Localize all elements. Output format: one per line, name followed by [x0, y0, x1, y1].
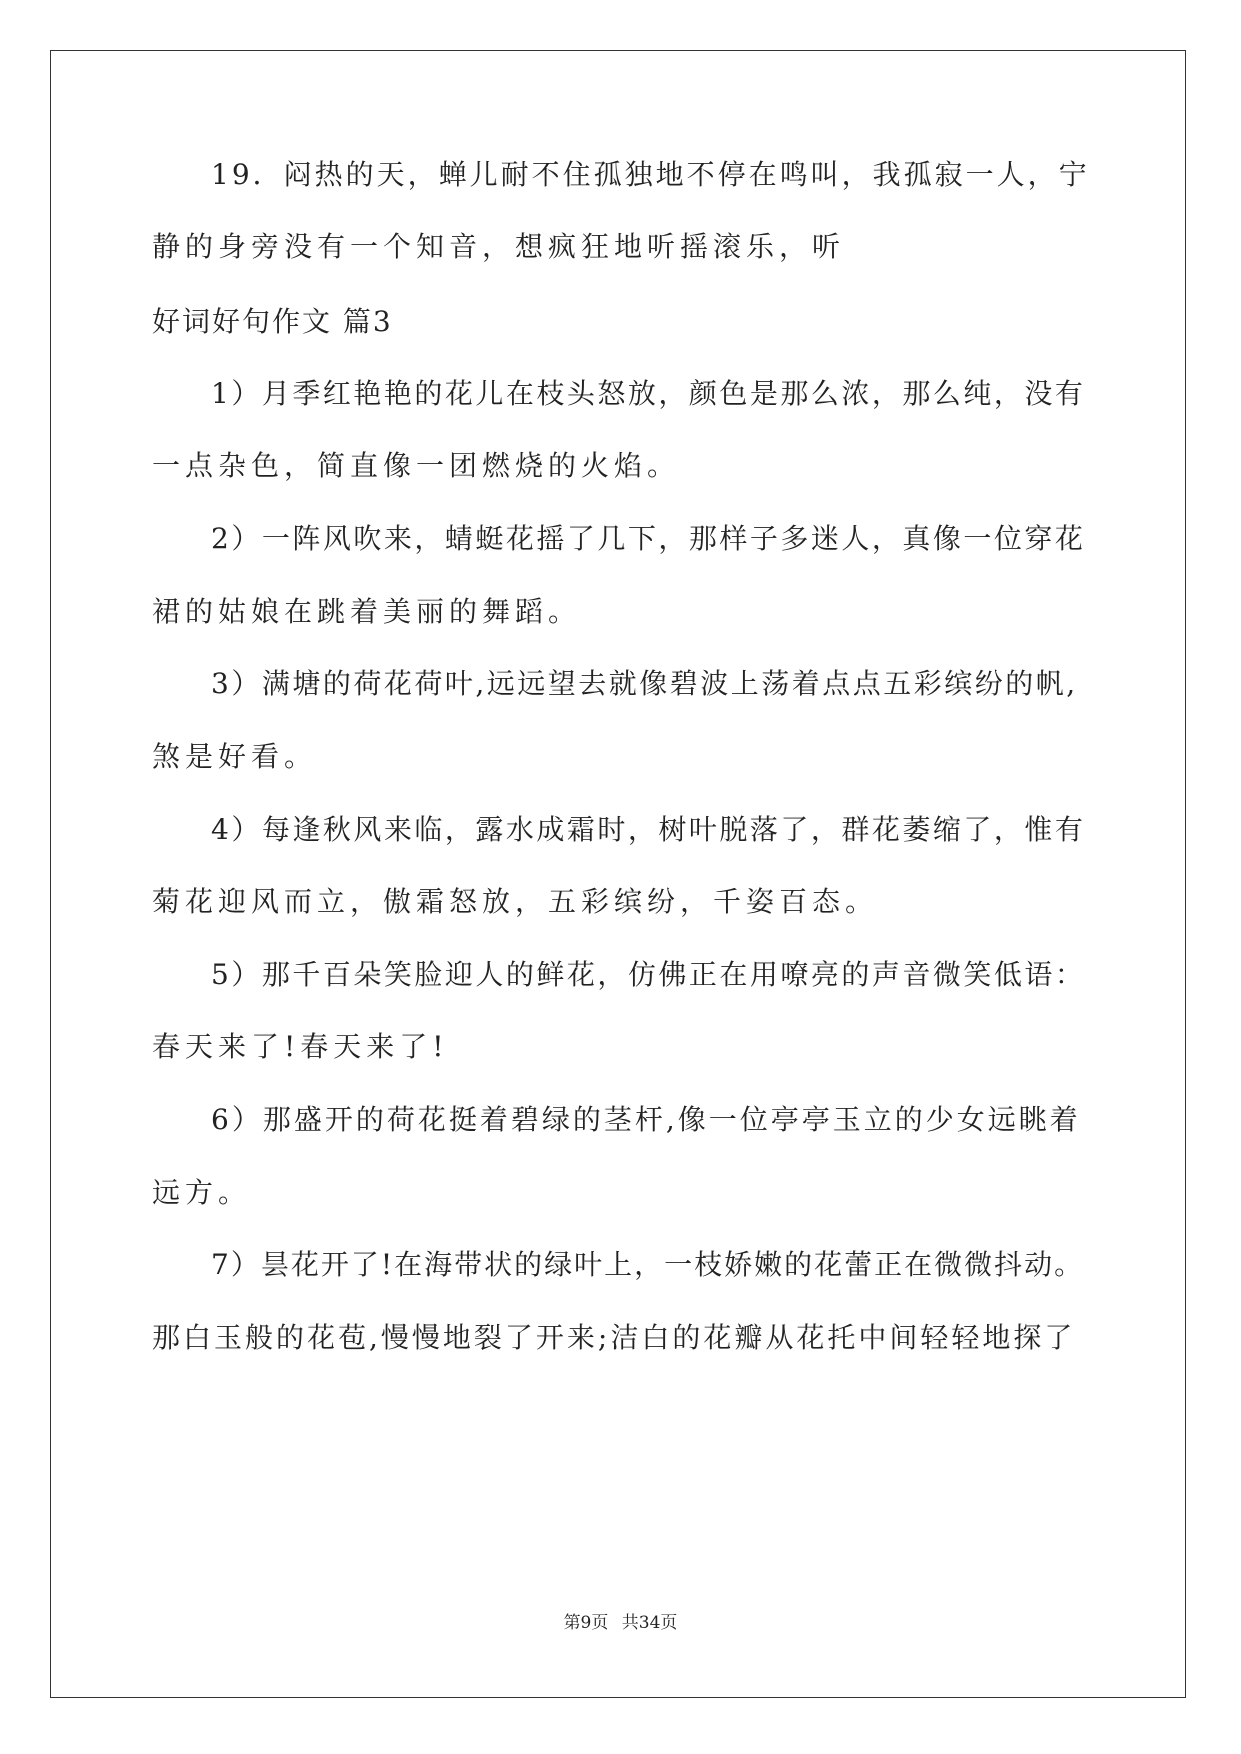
- item-7-line-2: 那白玉般的花苞,慢慢地裂了开来;洁白的花瓣从花托中间轻轻地探了: [152, 1321, 1076, 1354]
- item-5-line-1: 5）那千百朵笑脸迎人的鲜花，仿佛正在用嘹亮的声音微笑低语：: [211, 958, 1086, 991]
- item-6-line-1: 6）那盛开的荷花挺着碧绿的茎杆,像一位亭亭玉立的少女远眺着: [211, 1103, 1081, 1136]
- section-heading: 好词好句作文 篇3: [152, 305, 393, 338]
- page-total: 共34页: [621, 1613, 678, 1633]
- item-5-line-2: 春天来了!春天来了!: [152, 1030, 449, 1063]
- item-4-line-1: 4）每逢秋风来临，露水成霜时，树叶脱落了，群花萎缩了，惟有: [211, 813, 1086, 846]
- item-1-line-1: 1）月季红艳艳的花儿在枝头怒放，颜色是那么浓，那么纯，没有: [211, 377, 1086, 410]
- page-footer: [0, 1612, 1241, 1634]
- item-3-line-1: 3）满塘的荷花荷叶,远远望去就像碧波上荡着点点五彩缤纷的帆,: [211, 667, 1078, 700]
- item-4-line-2: 菊花迎风而立，傲霜怒放，五彩缤纷，千姿百态。: [152, 885, 879, 918]
- item-3-line-2: 煞是好看。: [152, 740, 318, 773]
- item-2-line-2: 裙的姑娘在跳着美丽的舞蹈。: [152, 595, 582, 628]
- paragraph-19-line-2: 静的身旁没有一个知音，想疯狂地听摇滚乐，听: [152, 230, 846, 263]
- item-7-line-1: 7）昙花开了!在海带状的绿叶上，一枝娇嫩的花蕾正在微微抖动。: [211, 1248, 1085, 1281]
- page-border: [50, 50, 1186, 1698]
- item-6-line-2: 远方。: [152, 1176, 252, 1209]
- page-number: 第9页: [563, 1613, 609, 1633]
- paragraph-19-line-1: 19．闷热的天，蝉儿耐不住孤独地不停在鸣叫，我孤寂一人，宁: [211, 158, 1090, 191]
- item-1-line-2: 一点杂色，简直像一团燃烧的火焰。: [152, 449, 681, 482]
- item-2-line-1: 2）一阵风吹来，蜻蜓花摇了几下，那样子多迷人，真像一位穿花: [211, 522, 1086, 555]
